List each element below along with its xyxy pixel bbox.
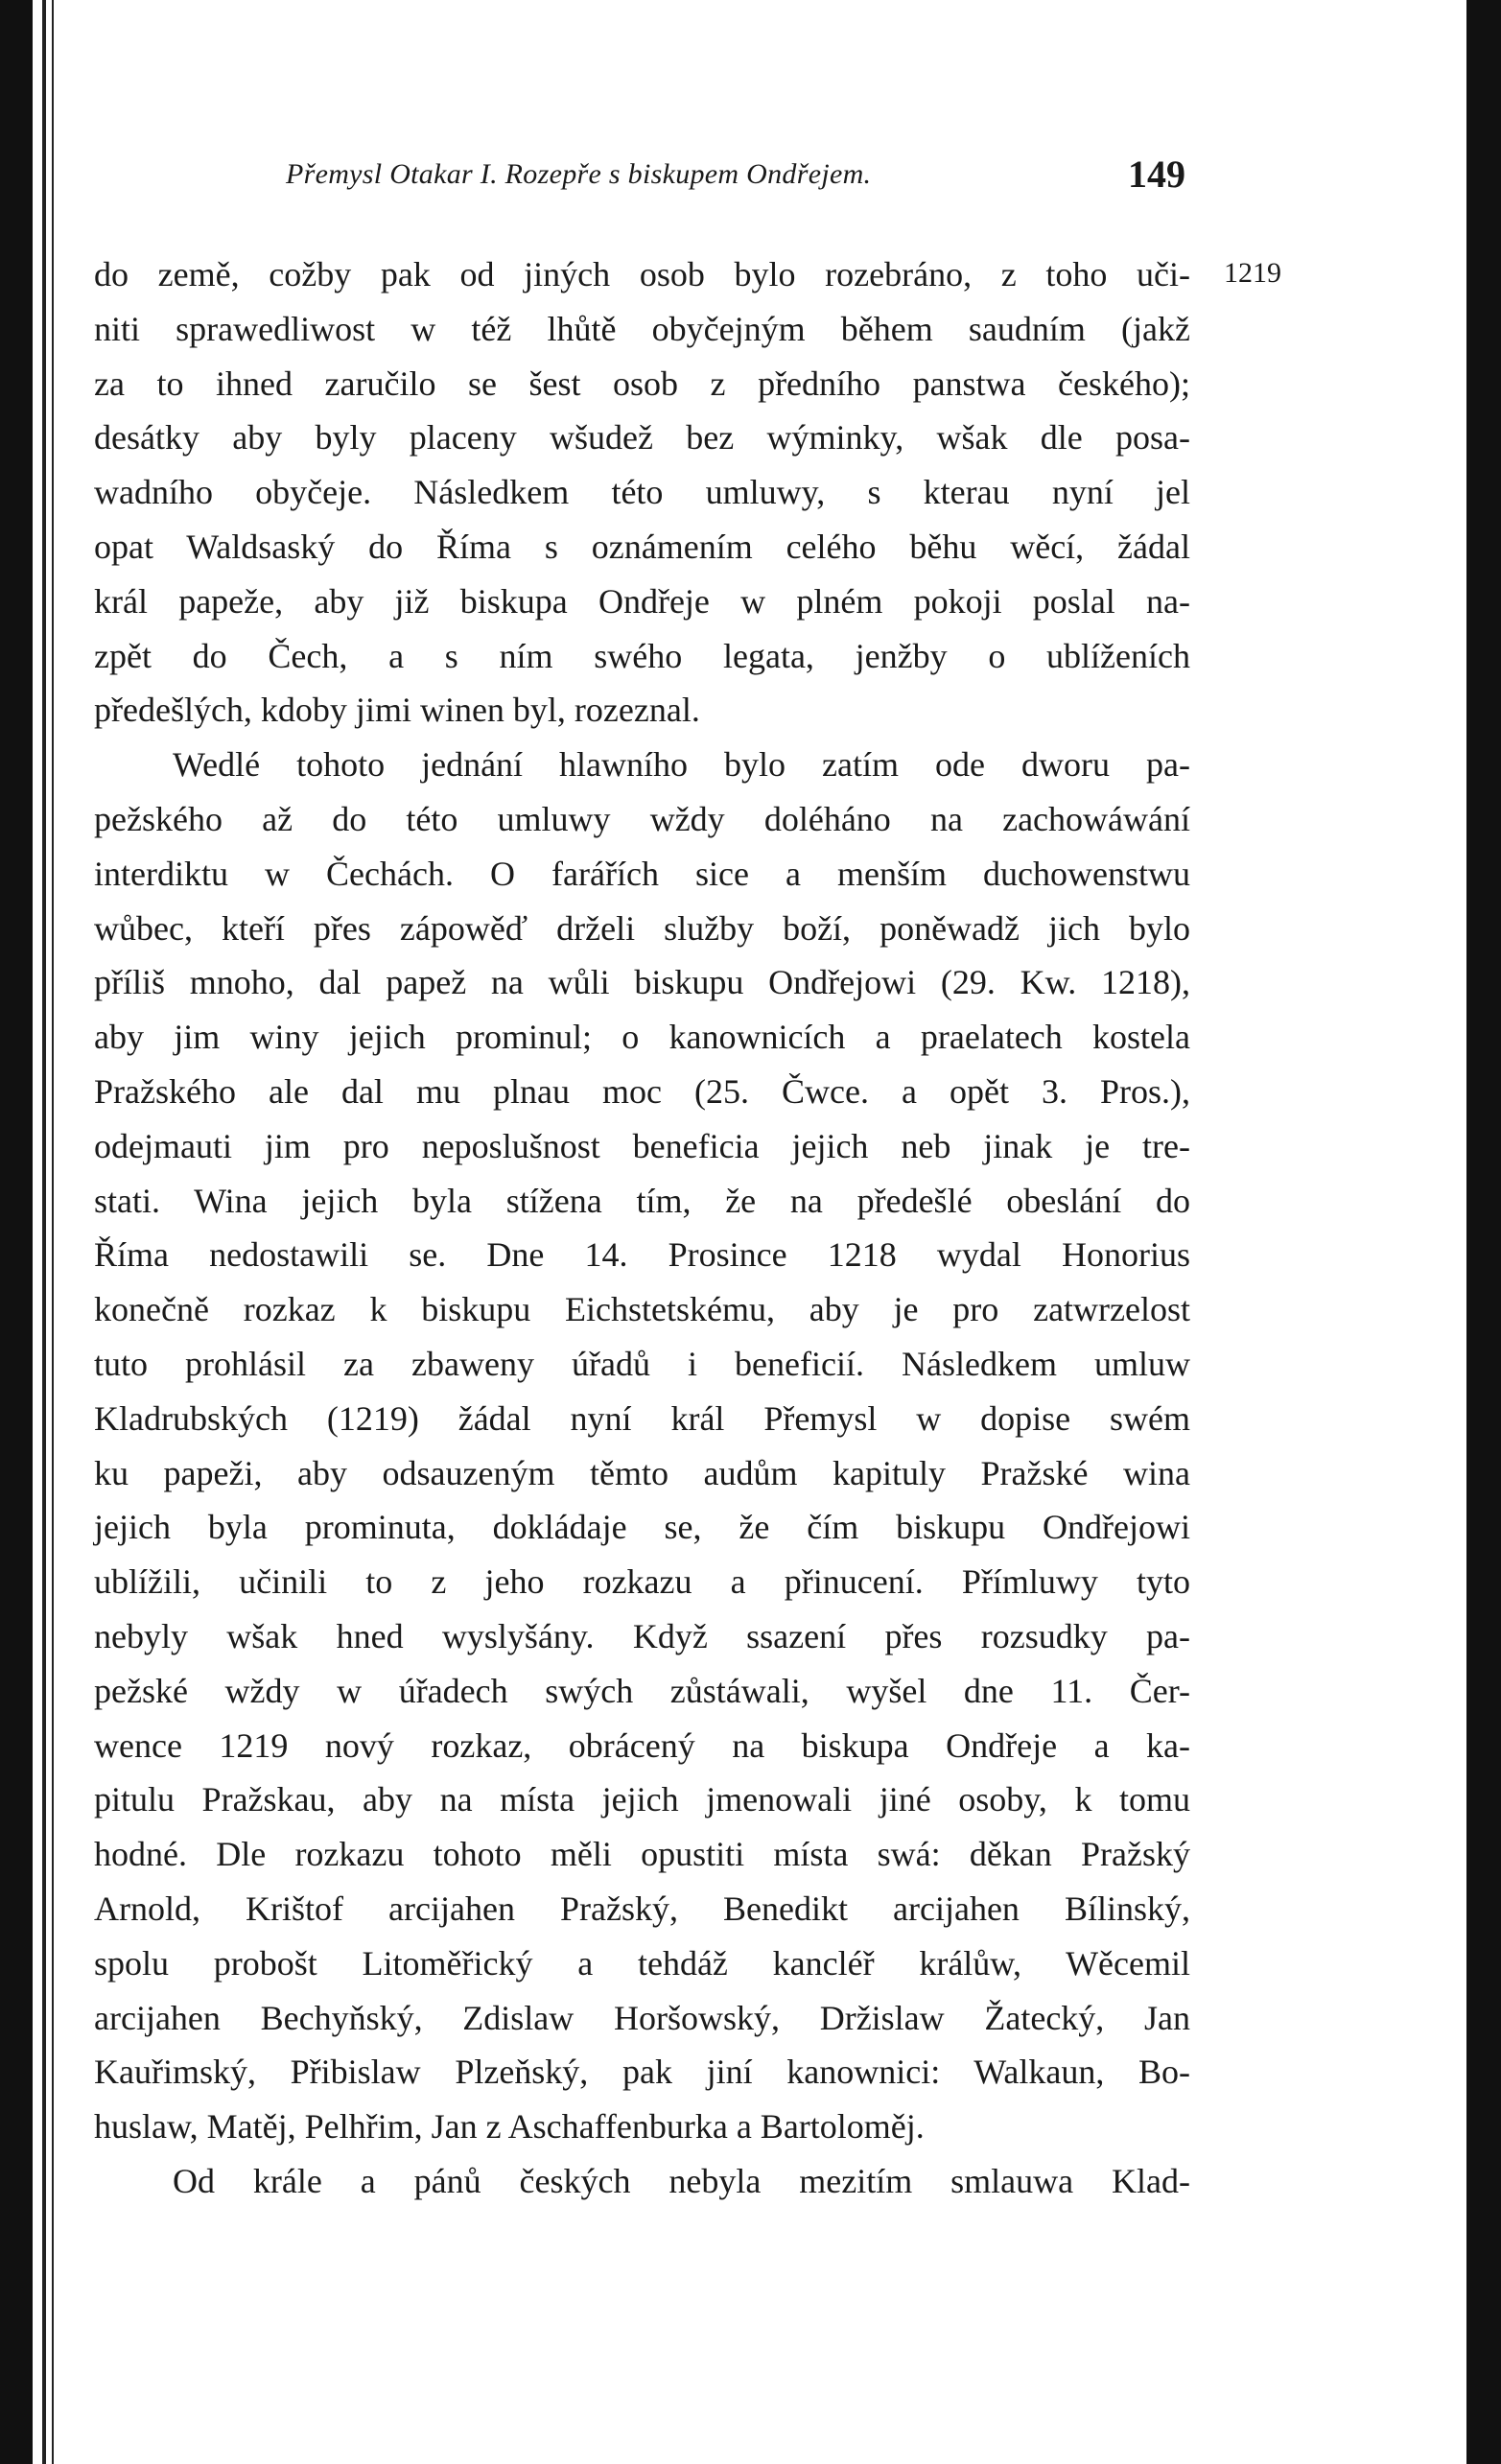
text-line: tuto prohlásil za zbaweny úřadů i beneficií. Následkem umluw <box>94 1344 1190 1383</box>
text-line: aby jim winy jejich prominul; o kanownicích a praelatech kostela <box>94 1018 1190 1057</box>
text-line: konečně rozkaz k biskupu Eichstetskému, aby je pro zatwrzelost <box>94 1290 1190 1329</box>
text-line: spolu probošt Litoměřický a tehdáž kancléř králůw, Wěcemil <box>94 1943 1190 1983</box>
text-line: Říma nedostawili se. Dne 14. Prosince 1218 wydal Honorius <box>94 1235 1190 1275</box>
text-line: ublížili, učinili to z jeho rozkazu a přinucení. Přímluwy tyto <box>94 1562 1190 1602</box>
text-line: pitulu Pražskau, aby na místa jejich jmenowali jiné osoby, k tomu <box>94 1780 1190 1819</box>
text-line: niti sprawedliwost w též lhůtě obyčejným během saudním (jakž <box>94 309 1190 348</box>
text-line: wadního obyčeje. Následkem této umluwy, s kterau nyní jel <box>94 473 1190 512</box>
text-line: Od krále a pánů českých nebyla mezitím smlauwa Klad- <box>173 2161 1190 2200</box>
text-line: stati. Wina jejich byla stížena tím, že na předešlé obeslání do <box>94 1181 1190 1220</box>
text-line: wence 1219 nový rozkaz, obrácený na biskupa Ondřeje a ka- <box>94 1725 1190 1765</box>
text-line: za to ihned zaručilo se šest osob z předního panstwa českého); <box>94 364 1190 403</box>
text-line: pežské wždy w úřadech swých zůstáwali, wyšel dne 11. Čer- <box>94 1671 1190 1710</box>
text-line: ku papeži, aby odsauzeným těmto audům kapituly Pražské wina <box>94 1453 1190 1492</box>
text-line: jejich byla prominuta, dokládaje se, že čím biskupu Ondřejowi <box>94 1508 1190 1547</box>
text-line: hodné. Dle rozkazu tohoto měli opustiti místa swá: děkan Pražský <box>94 1835 1190 1874</box>
page-edge-line <box>42 0 46 2464</box>
text-line: Kladrubských (1219) žádal nyní král Přemysl w dopise swém <box>94 1398 1190 1438</box>
text-line: Wedlé tohoto jednání hlawního bylo zatím ode dworu pa- <box>173 745 1190 785</box>
page-edge-line <box>52 0 54 2464</box>
scan-left-border <box>0 0 33 2464</box>
text-line: do země, cožby pak od jiných osob bylo rozebráno, z toho uči- <box>94 255 1190 293</box>
margin-note-year: 1219 <box>1224 257 1281 289</box>
text-line: huslaw, Matěj, Pelhřim, Jan z Aschaffenburka a Bartoloměj. <box>94 2107 925 2147</box>
running-header: Přemysl Otakar I. Rozepře s biskupem Ondřejem. <box>286 158 872 190</box>
text-line: příliš mnoho, dal papež na wůli biskupu Ondřejowi (29. Kw. 1218), <box>94 963 1190 1002</box>
scan-right-border <box>1466 0 1501 2464</box>
text-line: zpět do Čech, a s ním swého legata, jenžby o ublíženích <box>94 636 1190 675</box>
text-line: Pražského ale dal mu plnau moc (25. Čwce. a opět 3. Pros.), <box>94 1071 1190 1111</box>
body-text <box>94 247 1190 2209</box>
text-line: interdiktu w Čechách. O farářích sice a menším duchowenstwu <box>94 854 1190 893</box>
text-line: pežského až do této umluwy wždy doléháno na zachowáwání <box>94 799 1190 838</box>
text-line: opat Waldsaský do Říma s oznámením celého běhu wěcí, žádal <box>94 527 1190 566</box>
text-line: wůbec, kteří přes zápowěď drželi služby boží, poněwadž jich bylo <box>94 908 1190 948</box>
text-line: král papeže, aby již biskupa Ondřeje w plném pokoji poslal na- <box>94 581 1190 621</box>
page-number: 149 <box>1128 153 1185 196</box>
text-line: Arnold, Krištof arcijahen Pražský, Benedikt arcijahen Bílinský, <box>94 1889 1190 1928</box>
text-line: desátky aby byly placeny wšudež bez wýminky, wšak dle posa- <box>94 418 1190 458</box>
text-line: Kauřimský, Přibislaw Plzeňský, pak jiní kanownici: Walkaun, Bo- <box>94 2053 1190 2092</box>
text-line: nebyly wšak hned wyslyšány. Když ssazení přes rozsudky pa- <box>94 1616 1190 1655</box>
text-line: arcijahen Bechyňský, Zdislaw Horšowský, Držislaw Žatecký, Jan <box>94 1998 1190 2037</box>
text-line: předešlých, kdoby jimi winen byl, rozeznal. <box>94 691 700 730</box>
text-line: odejmauti jim pro neposlušnost beneficia jejich neb jinak je tre- <box>94 1126 1190 1165</box>
